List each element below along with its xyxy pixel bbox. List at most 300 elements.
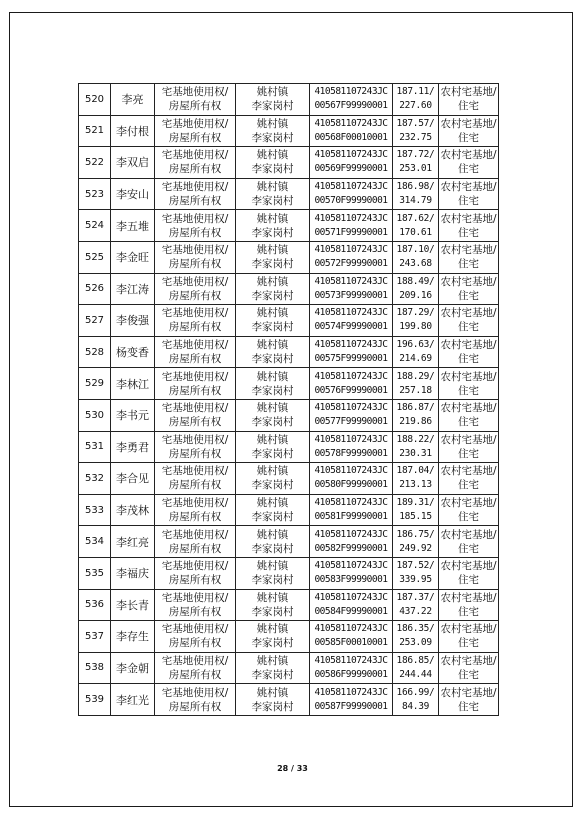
cell-area-line-1: 187.37/ <box>396 591 435 603</box>
cell-property-code-line-2: 00584F99990001 <box>314 605 388 617</box>
cell-land-use-line-1: 农村宅基地/ <box>440 623 497 636</box>
cell-area-line-1: 186.75/ <box>396 528 435 540</box>
cell-land-use-line-2: 住宅 <box>458 353 479 366</box>
cell-right-type-line-2: 房屋所有权 <box>168 195 222 208</box>
cell-property-code-line-2: 00574F99990001 <box>314 321 388 333</box>
cell-property-code <box>310 305 393 337</box>
cell-land-use <box>439 652 499 684</box>
cell-land-use-line-1: 农村宅基地/ <box>440 591 497 604</box>
page-number: 28 / 33 <box>277 764 308 773</box>
cell-land-use-line-2: 住宅 <box>458 226 479 239</box>
cell-owner-name: 李书元 <box>111 399 155 431</box>
cell-location-line-2: 李家岗村 <box>251 289 294 302</box>
cell-land-use-line-2: 住宅 <box>458 289 479 302</box>
cell-land-use <box>439 305 499 337</box>
cell-land-use <box>439 526 499 558</box>
cell-land-use <box>439 178 499 210</box>
cell-right-type <box>155 526 236 558</box>
cell-owner-name: 李长青 <box>111 589 155 621</box>
cell-area-line-1: 186.87/ <box>396 402 435 414</box>
cell-owner-name: 李福庆 <box>111 557 155 589</box>
cell-area <box>393 621 439 653</box>
cell-location-line-1: 姚村镇 <box>256 433 289 446</box>
cell-property-code <box>310 115 393 147</box>
cell-right-type-line-1: 宅基地使用权/ <box>161 433 229 446</box>
cell-land-use-line-1: 农村宅基地/ <box>440 654 497 667</box>
cell-area <box>393 463 439 495</box>
cell-area <box>393 147 439 179</box>
cell-owner-name: 李双启 <box>111 147 155 179</box>
cell-land-use <box>439 336 499 368</box>
cell-right-type-line-1: 宅基地使用权/ <box>161 560 229 573</box>
cell-land-use-line-2: 住宅 <box>458 542 479 555</box>
cell-owner-name: 李亮 <box>111 84 155 116</box>
cell-location-line-2: 李家岗村 <box>251 258 294 271</box>
cell-location-line-2: 李家岗村 <box>251 416 294 429</box>
cell-right-type <box>155 210 236 242</box>
cell-number: 536 <box>79 589 111 621</box>
cell-location-line-2: 李家岗村 <box>251 131 294 144</box>
cell-land-use-line-2: 住宅 <box>458 637 479 650</box>
cell-right-type-line-2: 房屋所有权 <box>168 574 222 587</box>
cell-land-use <box>439 241 499 273</box>
cell-property-code-line-1: 410581107243JC <box>314 497 388 509</box>
cell-location-line-2: 李家岗村 <box>251 163 294 176</box>
cell-location-line-2: 李家岗村 <box>251 353 294 366</box>
cell-location <box>236 305 310 337</box>
cell-area-line-2: 232.75 <box>399 131 432 143</box>
cell-number: 538 <box>79 652 111 684</box>
table-row <box>79 494 499 526</box>
cell-area-line-2: 84.39 <box>401 700 430 712</box>
cell-right-type-line-2: 房屋所有权 <box>168 321 222 334</box>
cell-right-type <box>155 84 236 116</box>
cell-location-line-1: 姚村镇 <box>256 560 289 573</box>
cell-area-line-1: 166.99/ <box>396 686 435 698</box>
table-row <box>79 557 499 589</box>
cell-property-code-line-2: 00569F99990001 <box>314 163 388 175</box>
cell-property-code-line-2: 00583F99990001 <box>314 574 388 586</box>
cell-location <box>236 652 310 684</box>
cell-right-type-line-1: 宅基地使用权/ <box>161 275 229 288</box>
cell-location <box>236 621 310 653</box>
cell-area <box>393 241 439 273</box>
cell-property-code <box>310 178 393 210</box>
table-row <box>79 147 499 179</box>
cell-property-code-line-2: 00585F00010001 <box>314 637 388 649</box>
cell-property-code-line-1: 410581107243JC <box>314 591 388 603</box>
cell-location <box>236 147 310 179</box>
cell-right-type <box>155 463 236 495</box>
cell-owner-name: 李江涛 <box>111 273 155 305</box>
cell-right-type <box>155 684 236 716</box>
table-row <box>79 463 499 495</box>
table-row <box>79 431 499 463</box>
table-row <box>79 621 499 653</box>
cell-land-use-line-2: 住宅 <box>458 700 479 713</box>
cell-property-code-line-1: 410581107243JC <box>314 528 388 540</box>
cell-area <box>393 557 439 589</box>
cell-owner-name: 李安山 <box>111 178 155 210</box>
cell-property-code <box>310 210 393 242</box>
cell-area-line-2: 213.13 <box>399 479 432 491</box>
cell-property-code <box>310 84 393 116</box>
cell-location-line-2: 李家岗村 <box>251 447 294 460</box>
cell-land-use <box>439 494 499 526</box>
cell-location-line-2: 李家岗村 <box>251 321 294 334</box>
cell-right-type <box>155 147 236 179</box>
cell-location-line-1: 姚村镇 <box>256 465 289 478</box>
cell-location-line-1: 姚村镇 <box>256 623 289 636</box>
cell-owner-name: 李金朝 <box>111 652 155 684</box>
cell-location-line-1: 姚村镇 <box>256 686 289 699</box>
cell-land-use-line-2: 住宅 <box>458 447 479 460</box>
cell-location-line-2: 李家岗村 <box>251 668 294 681</box>
cell-location-line-1: 姚村镇 <box>256 402 289 415</box>
cell-area-line-1: 187.29/ <box>396 307 435 319</box>
cell-property-code-line-2: 00577F99990001 <box>314 416 388 428</box>
cell-location <box>236 115 310 147</box>
cell-location-line-1: 姚村镇 <box>256 117 289 130</box>
cell-property-code-line-1: 410581107243JC <box>314 149 388 161</box>
cell-property-code-line-1: 410581107243JC <box>314 686 388 698</box>
cell-land-use-line-1: 农村宅基地/ <box>440 339 497 352</box>
cell-location <box>236 273 310 305</box>
cell-property-code-line-2: 00572F99990001 <box>314 258 388 270</box>
cell-number: 535 <box>79 557 111 589</box>
cell-land-use-line-1: 农村宅基地/ <box>440 212 497 225</box>
cell-area <box>393 305 439 337</box>
cell-area <box>393 336 439 368</box>
cell-land-use <box>439 431 499 463</box>
cell-area <box>393 115 439 147</box>
cell-right-type <box>155 241 236 273</box>
cell-property-code-line-1: 410581107243JC <box>314 402 388 414</box>
cell-property-code <box>310 399 393 431</box>
cell-property-code-line-2: 00573F99990001 <box>314 289 388 301</box>
cell-property-code <box>310 684 393 716</box>
cell-area-line-1: 187.10/ <box>396 244 435 256</box>
cell-property-code-line-1: 410581107243JC <box>314 307 388 319</box>
cell-property-code-line-1: 410581107243JC <box>314 212 388 224</box>
cell-right-type-line-1: 宅基地使用权/ <box>161 307 229 320</box>
cell-property-code-line-2: 00571F99990001 <box>314 226 388 238</box>
cell-land-use-line-1: 农村宅基地/ <box>440 181 497 194</box>
cell-right-type-line-2: 房屋所有权 <box>168 289 222 302</box>
cell-right-type <box>155 652 236 684</box>
cell-property-code-line-2: 00567F99990001 <box>314 100 388 112</box>
cell-number: 528 <box>79 336 111 368</box>
cell-area-line-1: 187.04/ <box>396 465 435 477</box>
cell-land-use-line-2: 住宅 <box>458 511 479 524</box>
cell-right-type <box>155 557 236 589</box>
cell-property-code-line-2: 00570F99990001 <box>314 195 388 207</box>
cell-land-use-line-1: 农村宅基地/ <box>440 117 497 130</box>
cell-owner-name: 李红光 <box>111 684 155 716</box>
cell-area-line-1: 189.31/ <box>396 497 435 509</box>
table-row <box>79 684 499 716</box>
table-row <box>79 526 499 558</box>
cell-right-type-line-2: 房屋所有权 <box>168 163 222 176</box>
cell-right-type <box>155 115 236 147</box>
cell-area-line-2: 257.18 <box>399 384 432 396</box>
cell-location-line-1: 姚村镇 <box>256 497 289 510</box>
cell-right-type-line-2: 房屋所有权 <box>168 479 222 492</box>
cell-property-code-line-1: 410581107243JC <box>314 339 388 351</box>
cell-area-line-2: 243.68 <box>399 258 432 270</box>
cell-property-code <box>310 463 393 495</box>
cell-owner-name: 李勇君 <box>111 431 155 463</box>
cell-land-use <box>439 557 499 589</box>
cell-property-code-line-2: 00586F99990001 <box>314 668 388 680</box>
cell-property-code-line-2: 00578F99990001 <box>314 447 388 459</box>
cell-area-line-1: 187.57/ <box>396 117 435 129</box>
table-row <box>79 336 499 368</box>
cell-land-use-line-1: 农村宅基地/ <box>440 244 497 257</box>
table-row <box>79 210 499 242</box>
cell-property-code-line-2: 00581F99990001 <box>314 511 388 523</box>
cell-area-line-2: 170.61 <box>399 226 432 238</box>
cell-right-type-line-1: 宅基地使用权/ <box>161 339 229 352</box>
cell-land-use-line-2: 住宅 <box>458 605 479 618</box>
cell-land-use <box>439 589 499 621</box>
cell-owner-name: 杨变香 <box>111 336 155 368</box>
cell-area-line-2: 219.86 <box>399 416 432 428</box>
cell-number: 526 <box>79 273 111 305</box>
cell-land-use <box>439 684 499 716</box>
cell-location <box>236 336 310 368</box>
records-table <box>78 83 499 716</box>
cell-right-type-line-1: 宅基地使用权/ <box>161 686 229 699</box>
cell-land-use-line-2: 住宅 <box>458 668 479 681</box>
cell-area-line-1: 187.11/ <box>396 86 435 98</box>
cell-location-line-1: 姚村镇 <box>256 307 289 320</box>
cell-land-use <box>439 399 499 431</box>
cell-property-code <box>310 147 393 179</box>
cell-owner-name: 李林江 <box>111 368 155 400</box>
cell-land-use-line-2: 住宅 <box>458 163 479 176</box>
cell-right-type-line-1: 宅基地使用权/ <box>161 370 229 383</box>
cell-location <box>236 494 310 526</box>
cell-location <box>236 684 310 716</box>
cell-property-code-line-1: 410581107243JC <box>314 654 388 666</box>
cell-right-type-line-1: 宅基地使用权/ <box>161 181 229 194</box>
cell-owner-name: 李红亮 <box>111 526 155 558</box>
cell-right-type <box>155 399 236 431</box>
cell-land-use-line-1: 农村宅基地/ <box>440 149 497 162</box>
cell-area-line-1: 188.29/ <box>396 370 435 382</box>
cell-property-code <box>310 526 393 558</box>
cell-location-line-1: 姚村镇 <box>256 181 289 194</box>
cell-area-line-2: 199.80 <box>399 321 432 333</box>
cell-number: 524 <box>79 210 111 242</box>
cell-right-type <box>155 494 236 526</box>
table-row <box>79 652 499 684</box>
cell-property-code <box>310 273 393 305</box>
cell-location-line-2: 李家岗村 <box>251 605 294 618</box>
cell-right-type-line-2: 房屋所有权 <box>168 700 222 713</box>
cell-area-line-1: 186.35/ <box>396 623 435 635</box>
cell-area-line-2: 437.22 <box>399 605 432 617</box>
cell-area-line-2: 244.44 <box>399 668 432 680</box>
cell-location-line-1: 姚村镇 <box>256 654 289 667</box>
cell-right-type-line-2: 房屋所有权 <box>168 447 222 460</box>
cell-right-type-line-1: 宅基地使用权/ <box>161 591 229 604</box>
cell-property-code-line-1: 410581107243JC <box>314 117 388 129</box>
cell-land-use <box>439 368 499 400</box>
cell-right-type <box>155 273 236 305</box>
cell-area-line-1: 187.52/ <box>396 560 435 572</box>
cell-area <box>393 589 439 621</box>
cell-location <box>236 463 310 495</box>
cell-location-line-1: 姚村镇 <box>256 149 289 162</box>
cell-location-line-1: 姚村镇 <box>256 370 289 383</box>
cell-right-type-line-1: 宅基地使用权/ <box>161 244 229 257</box>
cell-property-code-line-1: 410581107243JC <box>314 370 388 382</box>
cell-number: 523 <box>79 178 111 210</box>
cell-property-code <box>310 621 393 653</box>
cell-number: 521 <box>79 115 111 147</box>
cell-right-type-line-2: 房屋所有权 <box>168 226 222 239</box>
cell-area-line-2: 253.09 <box>399 637 432 649</box>
cell-area-line-1: 196.63/ <box>396 339 435 351</box>
cell-right-type-line-2: 房屋所有权 <box>168 668 222 681</box>
cell-right-type-line-2: 房屋所有权 <box>168 637 222 650</box>
cell-right-type-line-1: 宅基地使用权/ <box>161 86 229 99</box>
cell-area <box>393 684 439 716</box>
cell-right-type-line-2: 房屋所有权 <box>168 131 222 144</box>
cell-number: 520 <box>79 84 111 116</box>
cell-land-use-line-2: 住宅 <box>458 131 479 144</box>
cell-property-code-line-1: 410581107243JC <box>314 433 388 445</box>
cell-number: 525 <box>79 241 111 273</box>
cell-right-type-line-2: 房屋所有权 <box>168 258 222 271</box>
cell-property-code <box>310 494 393 526</box>
cell-area-line-2: 185.15 <box>399 511 432 523</box>
cell-right-type-line-1: 宅基地使用权/ <box>161 654 229 667</box>
cell-location-line-2: 李家岗村 <box>251 700 294 713</box>
cell-location-line-1: 姚村镇 <box>256 591 289 604</box>
cell-area <box>393 84 439 116</box>
cell-owner-name: 李五堆 <box>111 210 155 242</box>
cell-land-use-line-1: 农村宅基地/ <box>440 528 497 541</box>
cell-number: 531 <box>79 431 111 463</box>
cell-right-type-line-1: 宅基地使用权/ <box>161 117 229 130</box>
cell-land-use-line-1: 农村宅基地/ <box>440 402 497 415</box>
cell-land-use-line-2: 住宅 <box>458 384 479 397</box>
cell-land-use <box>439 147 499 179</box>
cell-location <box>236 526 310 558</box>
cell-location-line-1: 姚村镇 <box>256 212 289 225</box>
cell-area-line-2: 230.31 <box>399 447 432 459</box>
cell-property-code <box>310 589 393 621</box>
cell-property-code <box>310 368 393 400</box>
cell-number: 534 <box>79 526 111 558</box>
cell-right-type <box>155 621 236 653</box>
cell-location <box>236 84 310 116</box>
cell-location-line-1: 姚村镇 <box>256 244 289 257</box>
cell-property-code <box>310 652 393 684</box>
cell-property-code-line-1: 410581107243JC <box>314 465 388 477</box>
cell-right-type <box>155 178 236 210</box>
cell-right-type <box>155 589 236 621</box>
cell-land-use-line-1: 农村宅基地/ <box>440 275 497 288</box>
cell-property-code <box>310 431 393 463</box>
cell-property-code-line-1: 410581107243JC <box>314 244 388 256</box>
cell-land-use-line-1: 农村宅基地/ <box>440 497 497 510</box>
table-row <box>79 368 499 400</box>
cell-area-line-2: 339.95 <box>399 574 432 586</box>
cell-area <box>393 494 439 526</box>
cell-location-line-2: 李家岗村 <box>251 511 294 524</box>
cell-property-code-line-2: 00582F99990001 <box>314 542 388 554</box>
cell-area <box>393 368 439 400</box>
cell-land-use-line-2: 住宅 <box>458 416 479 429</box>
cell-land-use-line-1: 农村宅基地/ <box>440 433 497 446</box>
cell-location-line-2: 李家岗村 <box>251 226 294 239</box>
cell-location-line-1: 姚村镇 <box>256 275 289 288</box>
cell-land-use-line-1: 农村宅基地/ <box>440 686 497 699</box>
cell-number: 529 <box>79 368 111 400</box>
cell-location-line-2: 李家岗村 <box>251 479 294 492</box>
cell-owner-name: 李付根 <box>111 115 155 147</box>
cell-right-type-line-1: 宅基地使用权/ <box>161 212 229 225</box>
cell-area <box>393 652 439 684</box>
cell-area-line-2: 209.16 <box>399 289 432 301</box>
cell-location-line-2: 李家岗村 <box>251 195 294 208</box>
cell-right-type <box>155 336 236 368</box>
cell-land-use <box>439 84 499 116</box>
cell-location <box>236 210 310 242</box>
cell-area <box>393 178 439 210</box>
cell-owner-name: 李茂林 <box>111 494 155 526</box>
cell-location-line-1: 姚村镇 <box>256 86 289 99</box>
cell-number: 527 <box>79 305 111 337</box>
cell-location-line-1: 姚村镇 <box>256 528 289 541</box>
table-row <box>79 178 499 210</box>
cell-number: 522 <box>79 147 111 179</box>
table-row <box>79 115 499 147</box>
cell-right-type-line-1: 宅基地使用权/ <box>161 623 229 636</box>
cell-right-type-line-2: 房屋所有权 <box>168 416 222 429</box>
cell-right-type-line-2: 房屋所有权 <box>168 384 222 397</box>
cell-location <box>236 178 310 210</box>
cell-property-code-line-1: 410581107243JC <box>314 623 388 635</box>
table-row <box>79 399 499 431</box>
cell-property-code-line-1: 410581107243JC <box>314 275 388 287</box>
cell-property-code <box>310 241 393 273</box>
cell-location-line-2: 李家岗村 <box>251 384 294 397</box>
cell-right-type <box>155 305 236 337</box>
cell-land-use <box>439 210 499 242</box>
table-row <box>79 84 499 116</box>
cell-right-type-line-2: 房屋所有权 <box>168 605 222 618</box>
cell-area <box>393 210 439 242</box>
cell-area <box>393 273 439 305</box>
cell-location-line-2: 李家岗村 <box>251 574 294 587</box>
cell-number: 537 <box>79 621 111 653</box>
cell-area-line-1: 187.72/ <box>396 149 435 161</box>
cell-location <box>236 431 310 463</box>
cell-right-type-line-1: 宅基地使用权/ <box>161 149 229 162</box>
cell-land-use <box>439 621 499 653</box>
cell-area-line-1: 186.85/ <box>396 654 435 666</box>
cell-right-type-line-1: 宅基地使用权/ <box>161 528 229 541</box>
cell-area-line-2: 314.79 <box>399 195 432 207</box>
cell-land-use-line-2: 住宅 <box>458 195 479 208</box>
cell-property-code-line-1: 410581107243JC <box>314 181 388 193</box>
cell-area-line-2: 249.92 <box>399 542 432 554</box>
